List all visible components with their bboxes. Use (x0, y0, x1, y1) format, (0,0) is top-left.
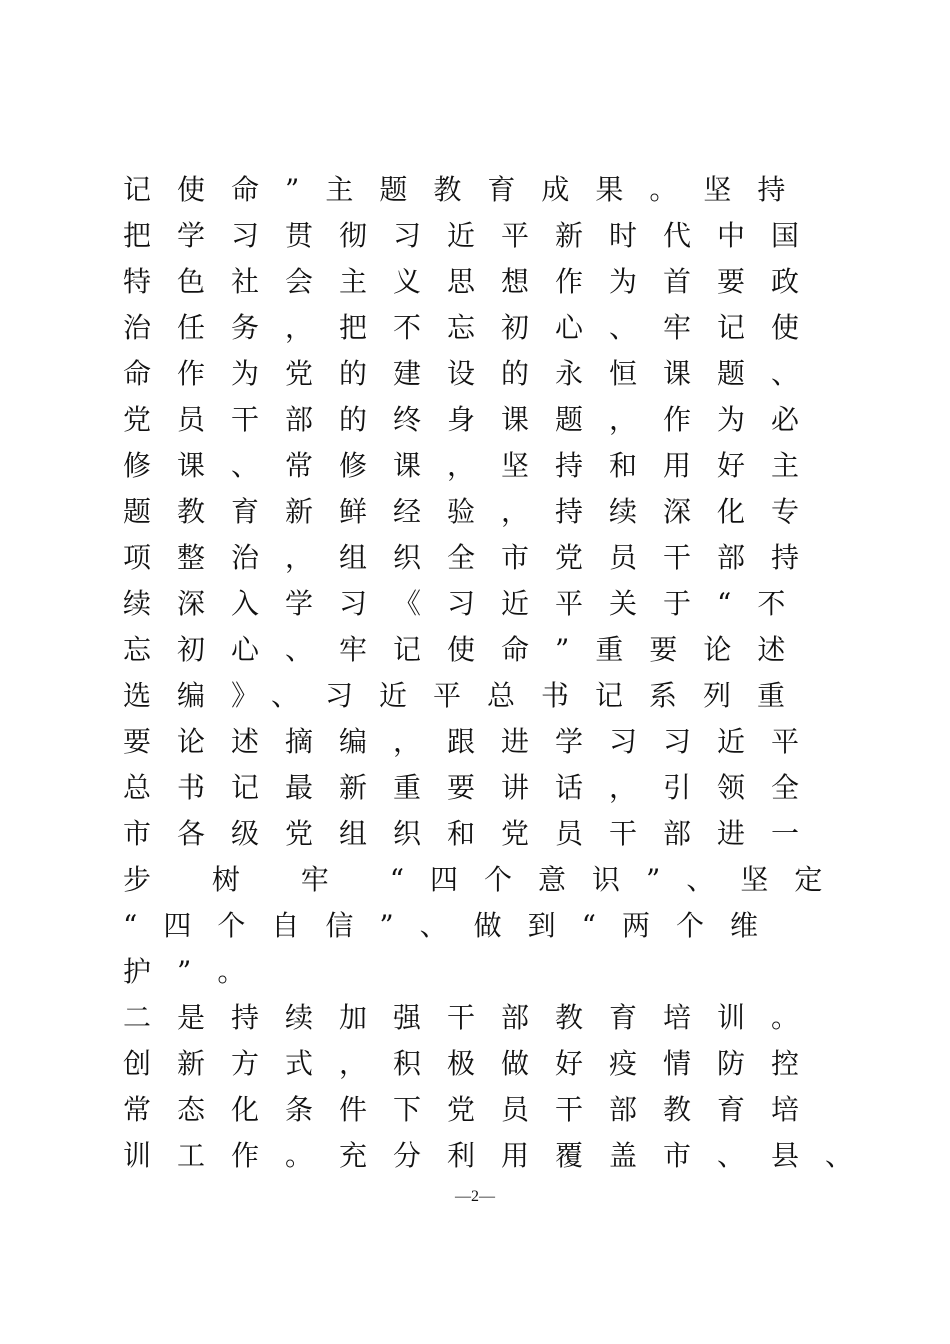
text-line: 题教育新鲜经验，持续深化专 (123, 495, 826, 528)
text-line: 二是持续加强干部教育培训。 (123, 1001, 826, 1034)
text-line: 忘初心、牢记使命”重要论述 (123, 633, 812, 666)
text-line: “四个自信”、做到“两个维 (123, 909, 784, 942)
text-line: 步 树 牢 “四个意识”、坚定 (123, 863, 849, 896)
text-line: 记使命”主题教育成果。坚持 (123, 173, 812, 206)
text-line: 修课、常修课，坚持和用好主 (123, 449, 826, 482)
text-line: 训工作。充分利用覆盖市、县、 (123, 1139, 880, 1172)
text-line: 选编》、习近平总书记系列重 (123, 679, 812, 712)
text-line: 把学习贯彻习近平新时代中国 (123, 219, 826, 252)
text-line: 市各级党组织和党员干部进一 (123, 817, 826, 850)
text-line: 续深入学习《习近平关于“不 (123, 587, 812, 620)
text-line: 护”。 (123, 955, 272, 988)
text-line: 特色社会主义思想作为首要政 (123, 265, 826, 298)
text-line: 命作为党的建设的永恒课题、 (123, 357, 826, 390)
text-line: 常态化条件下党员干部教育培 (123, 1093, 826, 1126)
text-line: 创新方式，积极做好疫情防控 (123, 1047, 826, 1080)
text-line: 治任务，把不忘初心、牢记使 (123, 311, 826, 344)
text-line: 总书记最新重要讲话，引领全 (123, 771, 826, 804)
text-line: 党员干部的终身课题，作为必 (123, 403, 826, 436)
page-number: —2— (455, 1188, 495, 1205)
text-line: 要论述摘编，跟进学习习近平 (123, 725, 826, 758)
text-line: 项整治，组织全市党员干部持 (123, 541, 826, 574)
